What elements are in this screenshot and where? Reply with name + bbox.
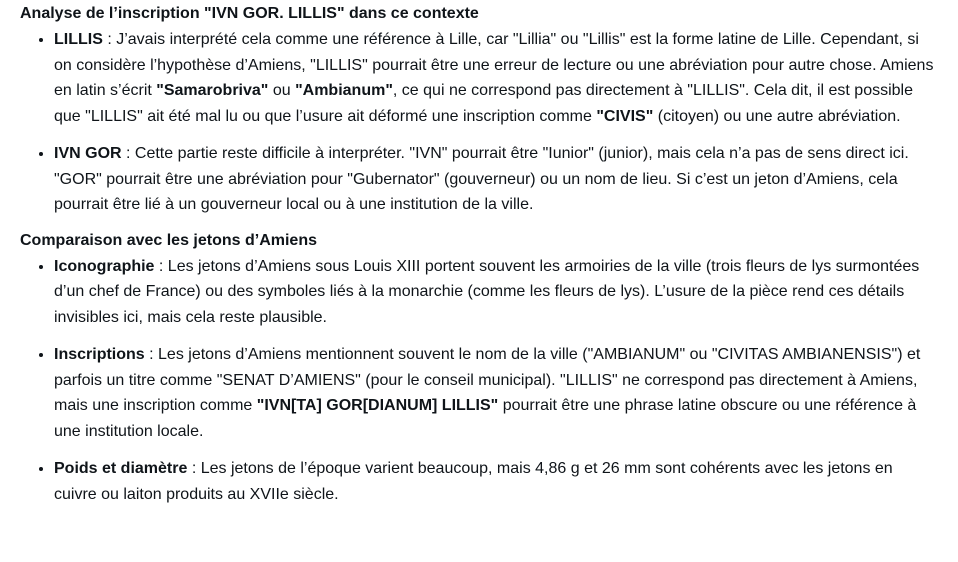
inscription-analysis-list — [20, 27, 938, 218]
item-bold: "Samarobriva" — [156, 82, 269, 99]
item-text: (citoyen) ou une autre abréviation. — [653, 107, 901, 125]
item-text: : Les jetons de l’époque varient beaucoup, mais 4,86 g et 26 mm sont cohérents avec les jetons en cuivre ou laiton produits au XVIIe siècle. — [54, 460, 893, 503]
item-text: pourrait être une phrase latine obscure ou une référence à une institution locale. — [54, 397, 917, 440]
item-bold: "Ambianum" — [295, 82, 393, 99]
item-text: : Cette partie reste difficile à interpréter. "IVN" pourrait être "Iunior" (junior), mais cela n’a pas de sens direct ici. "GOR" pourrait être une abréviation pour "Gubernator" (gouverneur) ou un nom de lieu. Si c’est un jeton d’Amiens, cela pourrait être lié à un gouverneur local ou à une institution de la ville. — [54, 145, 909, 213]
item-label: Iconographie — [54, 257, 155, 275]
item-text: : J’avais interprété cela comme une référence à Lille, car "Lillia" ou "Lillis" est la forme latine de Lille. Cependant, si on considère l’hypothèse d’Amiens, "LILLIS" pourrait être une erreur de lecture ou une abréviation pour autre chose. Amiens en latin s’écrit — [54, 31, 934, 99]
item-label: IVN GOR — [54, 145, 122, 162]
list-item-poids-diametre — [54, 456, 938, 507]
item-label: LILLIS — [54, 31, 103, 48]
item-text: , ce qui ne correspond pas directement à "LILLIS". Cela dit, il est possible que "LILLIS" ait été mal lu ou que l’usure ait déformé une inscription comme — [54, 82, 913, 125]
item-label: Inscriptions — [54, 346, 145, 363]
item-text: : Les jetons d’Amiens sous Louis XIII portent souvent les armoiries de la ville (trois fleurs de lys surmontées d’un chef de France) ou des symboles liés à la monarchie (comme les fleurs de lys). L’usure de la pièce rend ces détails invisibles ici, mais cela reste plausible. — [54, 257, 920, 326]
item-bold: "CIVIS" — [596, 107, 654, 125]
list-item-inscriptions — [54, 342, 938, 444]
item-label: Poids et diamètre — [54, 460, 188, 477]
list-item-ivn-gor — [54, 141, 938, 218]
amiens-comparison-list — [20, 254, 938, 508]
item-text: ou — [268, 82, 296, 99]
list-item-iconographie — [54, 254, 938, 331]
item-text: : Les jetons d’Amiens mentionnent souvent le nom de la ville ("AMBIANUM" ou "CIVITAS AMBIANENSIS") et parfois un titre comme "SENAT D’AMIENS" (pour le conseil municipal). "LILLIS" ne correspond pas directement à Amiens, mais une inscription comme — [54, 346, 921, 414]
item-bold: "IVN[TA] GOR[DIANUM] LILLIS" — [256, 397, 499, 414]
section-heading-amiens-comparison: Comparaison avec les jetons d’Amiens — [20, 231, 317, 249]
list-item-lillis — [54, 27, 938, 129]
section-heading-inscription-analysis: Analyse de l’inscription "IVN GOR. LILLIS" dans ce contexte — [20, 5, 479, 22]
